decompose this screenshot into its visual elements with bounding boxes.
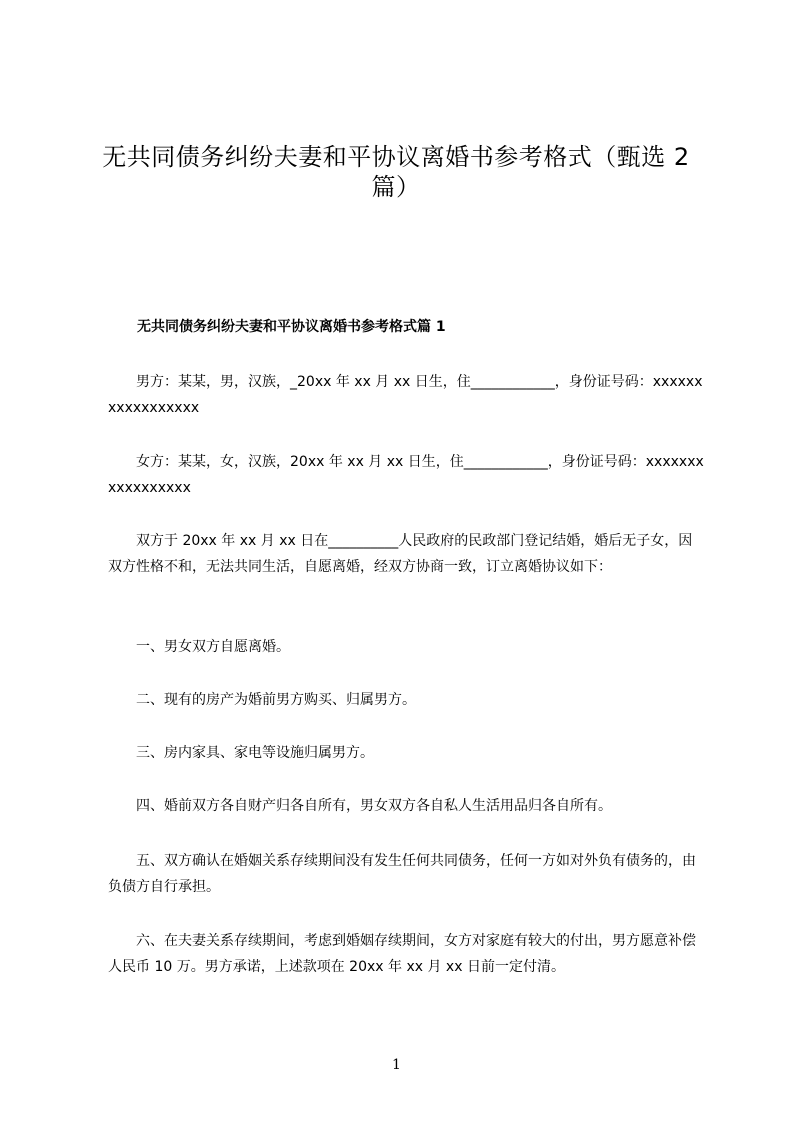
paragraph-marriage-registration: 双方于 20xx 年 xx 月 xx 日在__________人民政府的民政部门登记结婚，婚后无子女，因双方性格不和，无法共同生活，自愿离婚，经双方协商一致，订立离婚协议如下： [108, 533, 693, 575]
paragraph-clause-1: 一、男女双方自愿离婚。 [136, 639, 290, 655]
section-heading: 无共同债务纠纷夫妻和平协议离婚书参考格式篇 1 [137, 319, 446, 335]
page-number: 1 [392, 1057, 401, 1073]
paragraph-clause-3: 三、房内家具、家电等设施归属男方。 [136, 745, 374, 761]
document-title: 无共同债务纠纷夫妻和平协议离婚书参考格式（甄选 2 篇） [102, 143, 690, 201]
paragraph-clause-5: 五、双方确认在婚姻关系存续期间没有发生任何共同债务，任何一方如对外负有债务的，由负债方自行承担。 [108, 853, 696, 895]
paragraph-clause-6: 六、在夫妻关系存续期间，考虑到婚姻存续期间，女方对家庭有较大的付出，男方愿意补偿人民币 10 万。男方承诺，上述款项在 20xx 年 xx 月 xx 日前一定付清。 [108, 933, 696, 975]
paragraph-male-party: 男方：某某，男，汉族，_20xx 年 xx 月 xx 日生，住____________，身份证号码：xxxxxxxxxxxxxxxxx [108, 374, 703, 416]
paragraph-clause-4: 四、婚前双方各自财产归各自所有，男女双方各自私人生活用品归各自所有。 [136, 798, 612, 814]
paragraph-clause-2: 二、现有的房产为婚前男方购买、归属男方。 [136, 692, 416, 708]
paragraph-female-party: 女方：某某，女，汉族，20xx 年 xx 月 xx 日生，住____________，身份证号码：xxxxxxxxxxxxxxxxx [108, 454, 704, 496]
